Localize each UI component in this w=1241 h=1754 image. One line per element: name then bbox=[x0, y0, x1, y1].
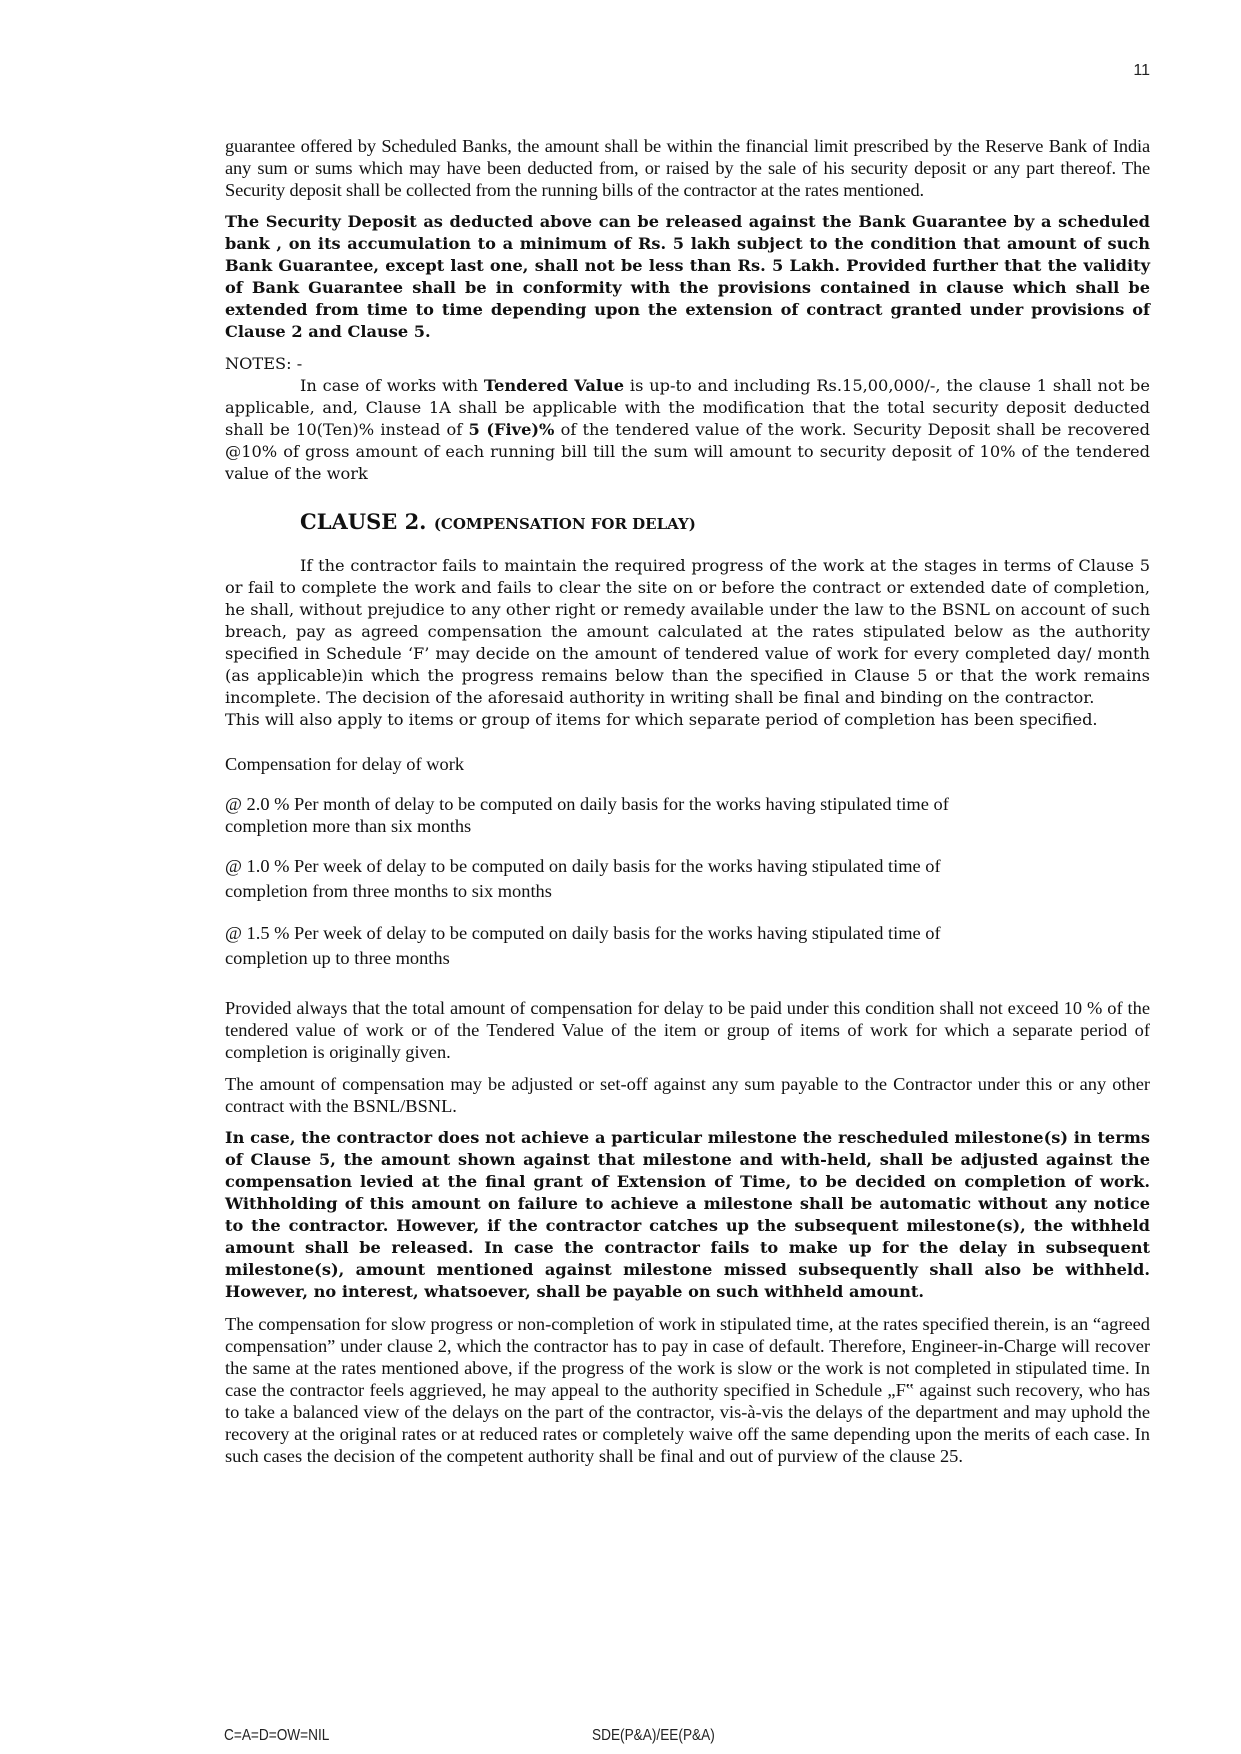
notes-label: NOTES: - bbox=[225, 354, 303, 373]
paragraph-security-deposit: guarantee offered by Scheduled Banks, the amount shall be within the financial limit prescribed by the Reserve Bank of India any sum or sums which may have been deducted from, or raised by the sale of his security deposit or any part thereof. The Security deposit shall be collected from the running bills of the contractor at the rates mentioned. bbox=[225, 136, 1150, 200]
five-percent-emphasis: 5 (Five)% bbox=[468, 420, 555, 439]
footer-right: SDE(P&A)/EE(P&A) bbox=[592, 1727, 715, 1744]
page-body bbox=[225, 135, 1150, 1467]
agreed-compensation-paragraph: The compensation for slow progress or non-completion of work in stipulated time, at the rates specified therein, is an “agreed compensation” under clause 2, which the contractor has to pay in case of default. Therefore, Engineer-in-Charge will recover the same at the rates mentioned above, if the progress of the work is slow or the work is not completed in stipulated time. In case the contractor feels aggrieved, he may appeal to the authority specified in Schedule „F‟ against such recovery, who has to take a balanced view of the delays on the part of the contractor, vis-à-vis the delays of the department and may uphold the recovery at the original rates or at reduced rates or completely waive off the same depending upon the merits of each case. In such cases the decision of the competent authority shall be final and out of purview of the clause 25. bbox=[225, 1314, 1150, 1466]
notes-paragraph: In case of works with Tendered Value is up-to and including Rs.15,00,000/-, the clause 1 shall not be applicable, and, Clause 1A shall be applicable with the modification that the total security deposit deducted shall be 10(Ten)% instead of 5 (Five)% of the tendered value of the work. Security Deposit shall be recovered @10% of gross amount of each running bill till the sum will amount to security deposit of 10% of the tendered value of the work bbox=[225, 376, 1151, 483]
tendered-value-emphasis: Tendered Value bbox=[483, 376, 625, 395]
clause-2-paragraph-1: If the contractor fails to maintain the required progress of the work at the stages in terms of Clause 5 or fail to complete the work and fails to clear the site on or before the contract or extended date of completion, he shall, without prejudice to any other right or remedy available under the law to the BSNL on account of such breach, pay as agreed compensation the amount calculated at the rates stipulated below as the authority specified in Schedule ‘F’ may decide on the amount of tendered value of work for every completed day/ month (as applicable)in which the progress remains below than the specified in Clause 5 or that the work remains incomplete. The decision of the aforesaid authority in writing shall be final and binding on the contractor. bbox=[225, 556, 1150, 707]
rate-item-2: @ 1.0 % Per week of delay to be computed on daily basis for the works having stipulated time of completion from three months to six months bbox=[225, 856, 941, 901]
clause-2-heading bbox=[300, 509, 1150, 537]
clause-2-title: CLAUSE 2. bbox=[300, 509, 427, 534]
paragraph-bank-guarantee: The Security Deposit as deducted above can be released against the Bank Guarantee by a scheduled bank , on its accumulation to a minimum of Rs. 5 lakh subject to the condition that amount of such Bank Guarantee, except last one, shall not be less than Rs. 5 Lakh. Provided further that the validity of Bank Guarantee shall be in conformity with the provisions contained in clause which shall be extended from time to time depending upon the extension of contract granted under provisions of Clause 2 and Clause 5. bbox=[225, 212, 1150, 341]
clause-2-paragraph-2: This will also apply to items or group of items for which separate period of completion has been specified. bbox=[225, 710, 1098, 729]
clause-2-subtitle: (COMPENSATION FOR DELAY) bbox=[433, 515, 696, 533]
compensation-heading: Compensation for delay of work bbox=[225, 754, 465, 774]
footer-left: C=A=D=OW=NIL bbox=[224, 1727, 330, 1744]
rate-item-1: @ 2.0 % Per month of delay to be computed on daily basis for the works having stipulated time of completion more than six months bbox=[225, 794, 949, 836]
page-number: 11 bbox=[1133, 62, 1150, 79]
set-off-paragraph: The amount of compensation may be adjusted or set-off against any sum payable to the Contractor under this or any other contract with the BSNL/BSNL. bbox=[225, 1074, 1150, 1116]
rate-item-3: @ 1.5 % Per week of delay to be computed on daily basis for the works having stipulated time of completion up to three months bbox=[225, 923, 941, 968]
milestone-paragraph: In case, the contractor does not achieve a particular milestone the rescheduled milestone(s) in terms of Clause 5, the amount shown against that milestone and with-held, shall be adjusted against the compensation levied at the final grant of Extension of Time, to be decided on completion of work. Withholding of this amount on failure to achieve a milestone shall be automatic without any notice to the contractor. However, if the contractor catches up the subsequent milestone(s), the withheld amount shall be released. In case the contractor fails to make up for the delay in subsequent milestone(s), amount mentioned against milestone missed subsequently shall also be withheld. However, no interest, whatsoever, shall be payable on such withheld amount. bbox=[225, 1128, 1150, 1301]
provided-paragraph: Provided always that the total amount of compensation for delay to be paid under this condition shall not exceed 10 % of the tendered value of work or of the Tendered Value of the item or group of items of work for which a separate period of completion is originally given. bbox=[225, 998, 1150, 1062]
